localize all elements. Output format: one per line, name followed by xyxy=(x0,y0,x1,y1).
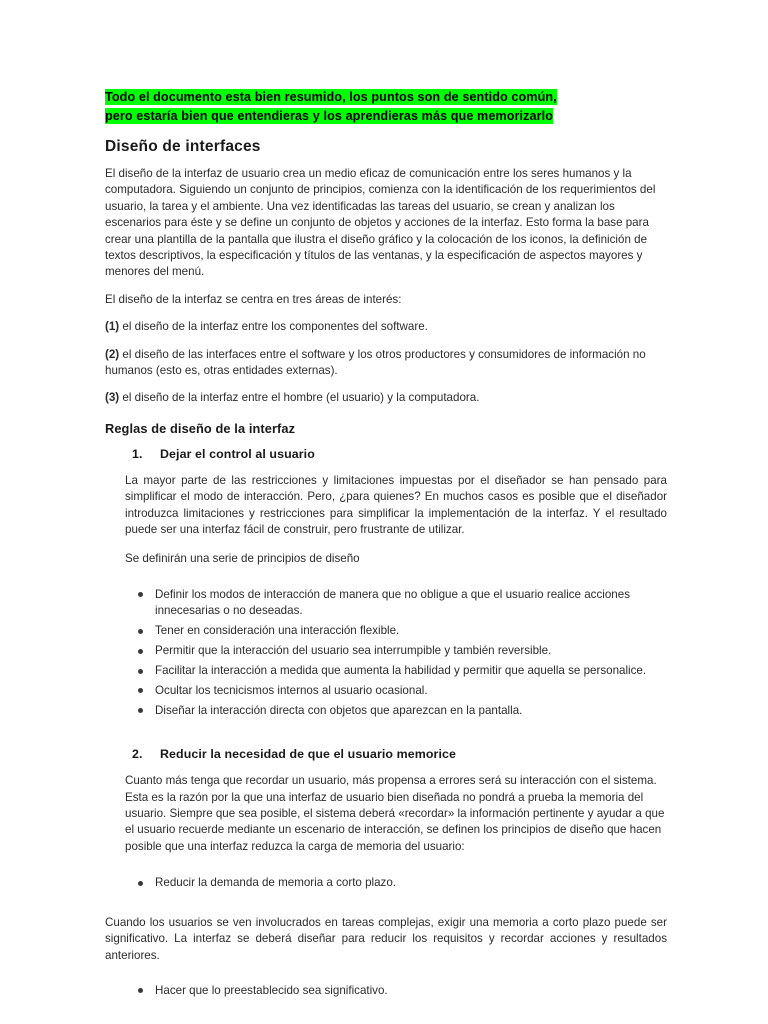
list-item-text: Permitir que la interacción del usuario sea interrumpible y también reversible. xyxy=(155,644,552,658)
bullet-dot-icon xyxy=(138,988,143,993)
list-item-text: Ocultar los tecnicismos internos al usuario ocasional. xyxy=(155,683,428,697)
list-item-text: Definir los modos de interacción de manera que no obligue a que el usuario realice acciones innecesarias o no deseadas. xyxy=(155,587,630,618)
list-item-text: Diseñar la interacción directa con objetos que aparezcan en la pantalla. xyxy=(155,703,523,717)
rule-2-number: 2. xyxy=(132,747,143,762)
bullet-dot-icon xyxy=(138,629,143,634)
rule-2-heading xyxy=(105,746,667,763)
area-text-1: el diseño de la interfaz entre los componentes del software. xyxy=(119,320,428,334)
rule-2-body xyxy=(105,773,667,855)
area-text-3: el diseño de la interfaz entre el hombre (el usuario) y la computadora. xyxy=(119,391,480,405)
spacer xyxy=(105,975,667,983)
list-item xyxy=(138,703,667,719)
highlighted-note-line-2: pero estaría bien que entendieras y los aprendieras más que memorizarlo xyxy=(105,109,554,123)
bullet-dot-icon xyxy=(138,881,143,886)
page-title: Diseño de interfaces xyxy=(105,138,261,155)
rule-1-heading xyxy=(105,446,667,463)
spacer xyxy=(105,579,667,587)
list-item-text: Reducir la demanda de memoria a corto plazo. xyxy=(155,876,397,890)
area-item-3 xyxy=(105,390,667,406)
bullet-dot-icon xyxy=(138,649,143,654)
area-item-2 xyxy=(105,347,667,380)
list-item-text: Hacer que lo preestablecido sea significativo. xyxy=(155,983,388,997)
area-marker-1: (1) xyxy=(105,320,120,334)
rule-2-paragraph-2: Cuando los usuarios se ven involucrados en tareas complejas, exigir una memoria a corto plazo puede ser significativo. La interfaz se deberá diseñar para reducir los requisitos y recordar acciones y resultados anteriores. xyxy=(105,915,667,962)
rule-1-lead-in: Se definirán una serie de principios de diseño xyxy=(125,551,360,565)
area-text-2: el diseño de las interfaces entre el software y los otros productores y consumidores de información no humanos (esto es, otras entidades externas). xyxy=(105,347,646,378)
intro-paragraph-2: El diseño de la interfaz se centra en tres áreas de interés: xyxy=(105,292,402,306)
rule-2-bullet-list-1 xyxy=(105,875,667,891)
bullet-dot-icon xyxy=(138,688,143,693)
area-item-1 xyxy=(105,319,667,335)
bullet-dot-icon xyxy=(138,708,143,713)
highlighted-note xyxy=(105,88,667,126)
list-item xyxy=(138,875,667,891)
rule-1-bullet-list xyxy=(105,587,667,719)
spacer xyxy=(105,903,667,915)
highlighted-note-line-1: Todo el documento esta bien resumido, los puntos son de sentido común, xyxy=(105,90,557,104)
list-item xyxy=(138,683,667,699)
rule-1-title: Dejar el control al usuario xyxy=(160,446,315,461)
area-marker-2: (2) xyxy=(105,347,120,361)
rule-2-bullet-list-2 xyxy=(105,983,667,999)
list-item xyxy=(138,663,667,679)
area-marker-3: (3) xyxy=(105,391,120,405)
list-item-text: Tener en consideración una interacción flexible. xyxy=(155,624,400,638)
bullet-dot-icon xyxy=(138,592,143,597)
document-content xyxy=(105,88,667,1010)
rule-1-paragraph: La mayor parte de las restricciones y limitaciones impuestas por el diseñador se han pensado para simplificar el modo de interacción. Pero, ¿para quienes? En muchos casos es posible que el diseñador introduzca limitaciones y restricciones para simplificar la implementación de la interfaz. Y el resultado puede ser una interfaz fácil de construir, pero frustrante de utilizar. xyxy=(125,473,667,537)
list-item xyxy=(138,623,667,639)
list-item xyxy=(138,643,667,659)
list-item-text: Facilitar la interacción a medida que aumenta la habilidad y permitir que aquella se personalice. xyxy=(155,664,647,678)
spacer xyxy=(105,867,667,875)
bullet-dot-icon xyxy=(138,669,143,674)
list-item xyxy=(138,983,667,999)
list-item xyxy=(138,587,667,620)
intro-paragraph-1: El diseño de la interfaz de usuario crea un medio eficaz de comunicación entre los seres humanos y la computadora. Siguiendo un conjunto de principios, comienza con la identificación de los requerimientos del usuario, la tarea y el ambiente. Una vez identificadas las tareas del usuario, se crean y analizan los escenarios para éste y se define un conjunto de objetos y acciones de la interfaz. Esto forma la base para crear una plantilla de la pantalla que ilustra el diseño gráfico y la colocación de los iconos, la definición de textos descriptivos, la especificación y títulos de las ventanas, y la especificación de aspectos mayores y menores del menú. xyxy=(105,167,656,279)
rule-1-number: 1. xyxy=(132,446,143,461)
spacer xyxy=(105,730,667,746)
rule-2-title: Reducir la necesidad de que el usuario memorice xyxy=(160,747,456,762)
rule-2-paragraph: Cuanto más tenga que recordar un usuario, más propensa a errores será su interacción con el sistema. Esta es la razón por la que una interfaz de usuario bien diseñada no pondrá a prueba la memoria del usuario. Siempre que sea posible, el sistema deberá «recordar» la información pertinente y ayudar a que el usuario recuerde mediante un escenario de interacción, se definen los principios de diseño que hacen posible que una interfaz reduzca la carga de memoria del usuario: xyxy=(125,774,665,853)
rules-heading: Reglas de diseño de la interfaz xyxy=(105,420,296,436)
rule-1-body xyxy=(105,473,667,567)
